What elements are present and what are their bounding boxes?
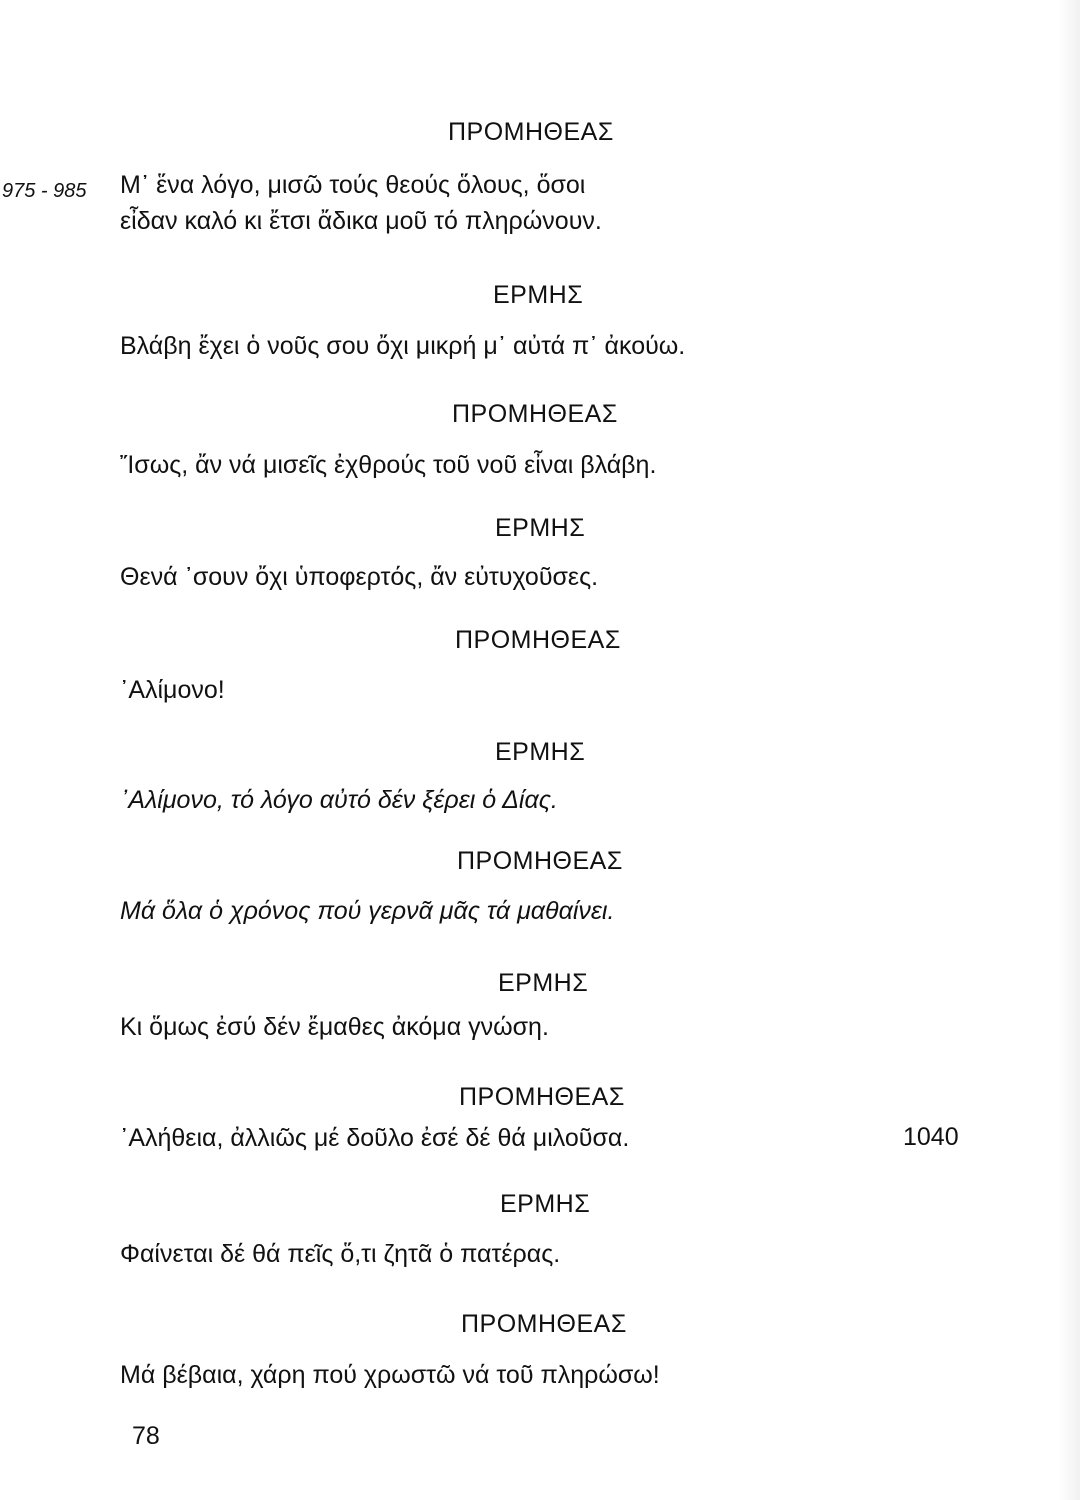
verse-line: Μά βέβαια, χάρη πού χρωστῶ νά τοῦ πληρώσω!: [120, 1361, 660, 1389]
verse-line: εἶδαν καλό κι ἔτσι ἄδικα μοῦ τό πληρώνουν.: [120, 207, 602, 235]
verse-line: Βλάβη ἔχει ὁ νοῦς σου ὄχι μικρή μ᾽ αὐτά π᾽ ἀκούω.: [120, 332, 686, 360]
verse-line: ᾽Αλήθεια, ἀλλιῶς μέ δοῦλο ἐσέ δέ θά μιλοῦσα.: [120, 1124, 630, 1152]
speaker-name: ΠΡΟΜΗΘΕΑΣ: [461, 1310, 627, 1338]
speaker-name: ΕΡΜΗΣ: [495, 514, 586, 542]
speaker-name: ΠΡΟΜΗΘΕΑΣ: [448, 118, 614, 146]
line-number: 1040: [903, 1123, 959, 1151]
speaker-name: ΕΡΜΗΣ: [498, 969, 589, 997]
speaker-name: ΕΡΜΗΣ: [500, 1190, 591, 1218]
verse-line: Θενά ᾽σουν ὄχι ὑποφερτός, ἄν εὐτυχοῦσες.: [120, 563, 599, 591]
verse-reference: 975 - 985: [2, 180, 87, 202]
speaker-name: ΕΡΜΗΣ: [493, 281, 584, 309]
speaker-name: ΕΡΜΗΣ: [495, 738, 586, 766]
speaker-name: ΠΡΟΜΗΘΕΑΣ: [459, 1083, 625, 1111]
page-edge-shadow: [1058, 0, 1080, 1500]
speaker-name: ΠΡΟΜΗΘΕΑΣ: [457, 847, 623, 875]
speaker-name: ΠΡΟΜΗΘΕΑΣ: [452, 400, 618, 428]
verse-line: ᾽Αλίμονο, τό λόγο αὐτό δέν ξέρει ὁ Δίας.: [120, 786, 558, 814]
verse-line: Φαίνεται δέ θά πεῖς ὅ,τι ζητᾶ ὁ πατέρας.: [120, 1240, 561, 1268]
verse-line: Ἴσως, ἄν νά μισεῖς ἐχθρούς τοῦ νοῦ εἶναι βλάβη.: [120, 451, 657, 479]
page-number: 78: [132, 1422, 160, 1450]
speaker-name: ΠΡΟΜΗΘΕΑΣ: [455, 626, 621, 654]
verse-line: Κι ὅμως ἐσύ δέν ἔμαθες ἀκόμα γνώση.: [120, 1013, 549, 1041]
verse-line: ᾽Αλίμονο!: [120, 676, 225, 704]
verse-line: Μά ὅλα ὁ χρόνος πού γερνᾶ μᾶς τά μαθαίνει.: [120, 897, 615, 925]
verse-line: Μ᾽ ἕνα λόγο, μισῶ τούς θεούς ὅλους, ὅσοι: [120, 171, 586, 199]
